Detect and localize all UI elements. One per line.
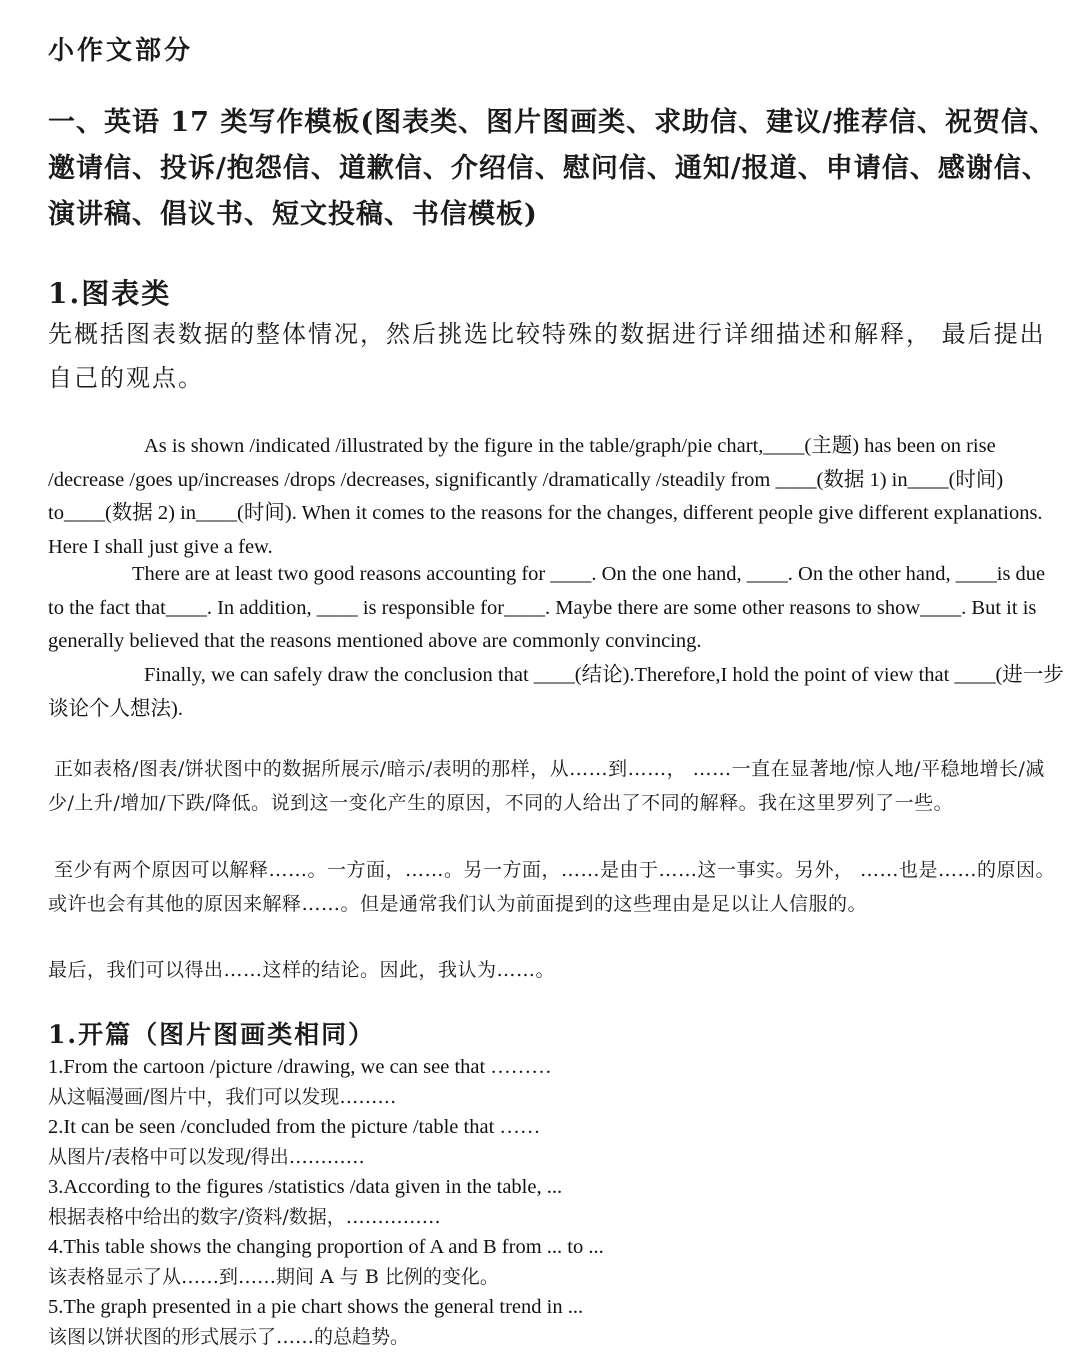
list-item [48,1172,1066,1232]
chart-section-heading: 1.图表类 [48,277,172,310]
opening-phrase-zh: 从这幅漫画/图片中，我们可以发现……… [48,1086,397,1108]
english-paragraph-1: As is shown /indicated /illustrated by the figure in the table/graph/pie chart,____(主题) has been on rise /decrease /goes up/increases /drops /decreases, significantly /dramatically /steadily from ____(数据 1) in____(时间) to____(数据 2) in____(时间). When it comes to the reasons for the changes, different people give different explanations. Here I shall just give a few. [48,435,1043,558]
list-item [48,1052,1066,1112]
opening-phrase-en: 2.It can be seen /concluded from the picture /table that …… [48,1116,541,1138]
list-item [48,1112,1066,1172]
opening-phrase-zh: 根据表格中给出的数字/资料/数据，…………… [48,1206,441,1228]
opening-phrase-en: 3.According to the figures /statistics /data given in the table, ... [48,1176,563,1198]
chinese-paragraph-3: 最后，我们可以得出……这样的结论。因此，我认为……。 [48,959,556,981]
list-item [48,1232,1066,1292]
opening-phrase-list [48,1052,1066,1352]
opening-phrase-en: 5.The graph presented in a pie chart shows the general trend in ... [48,1296,584,1318]
section-title: 小作文部分 [48,36,194,66]
list-item [48,1292,1066,1352]
main-heading: 一、英语 17 类写作模板(图表类、图片图画类、求助信、建议/推荐信、祝贺信、邀请信、投诉/抱怨信、道歉信、介绍信、慰问信、通知/报道、申请信、感谢信、演讲稿、倡议书、短文投稿、书信模板) [48,107,1058,230]
opening-phrase-en: 1.From the cartoon /picture /drawing, we can see that ……… [48,1056,552,1078]
chinese-paragraph-1: 正如表格/图表/饼状图中的数据所展示/暗示/表明的那样，从……到……， ……一直在显著地/惊人地/平稳地增长/减少/上升/增加/下跌/降低。说到这一变化产生的原因，不同的人给出了不同的解释。我在这里罗列了一些。 [48,758,1045,814]
opening-phrase-zh: 该表格显示了从……到……期间 A 与 B 比例的变化。 [48,1266,499,1288]
chart-section-intro: 先概括图表数据的整体情况，然后挑选比较特殊的数据进行详细描述和解释， 最后提出自己的观点。 [48,320,1046,392]
opening-section-heading: 1.开篇（图片图画类相同） [48,1020,376,1049]
opening-phrase-zh: 该图以饼状图的形式展示了……的总趋势。 [48,1326,410,1348]
chinese-paragraph-2: 至少有两个原因可以解释……。一方面，……。另一方面，……是由于……这一事实。另外， ……也是……的原因。或许也会有其他的原因来解释……。但是通常我们认为前面提到的这些理由是足以让人信服的。 [48,859,1056,915]
opening-phrase-en: 4.This table shows the changing proportion of A and B from ... to ... [48,1236,604,1258]
english-paragraph-2: There are at least two good reasons accounting for ____. On the one hand, ____. On the other hand, ____is due to the fact that____. In addition, ____ is responsible for____. Maybe there are some other reasons to show____. But it is generally believed that the reasons mentioned above are commonly convincing. [48,563,1046,652]
english-paragraph-3: Finally, we can safely draw the conclusion that ____(结论).Therefore,I hold the point of view that ____(进一步谈论个人想法). [48,664,1064,720]
opening-phrase-zh: 从图片/表格中可以发现/得出………… [48,1146,365,1168]
